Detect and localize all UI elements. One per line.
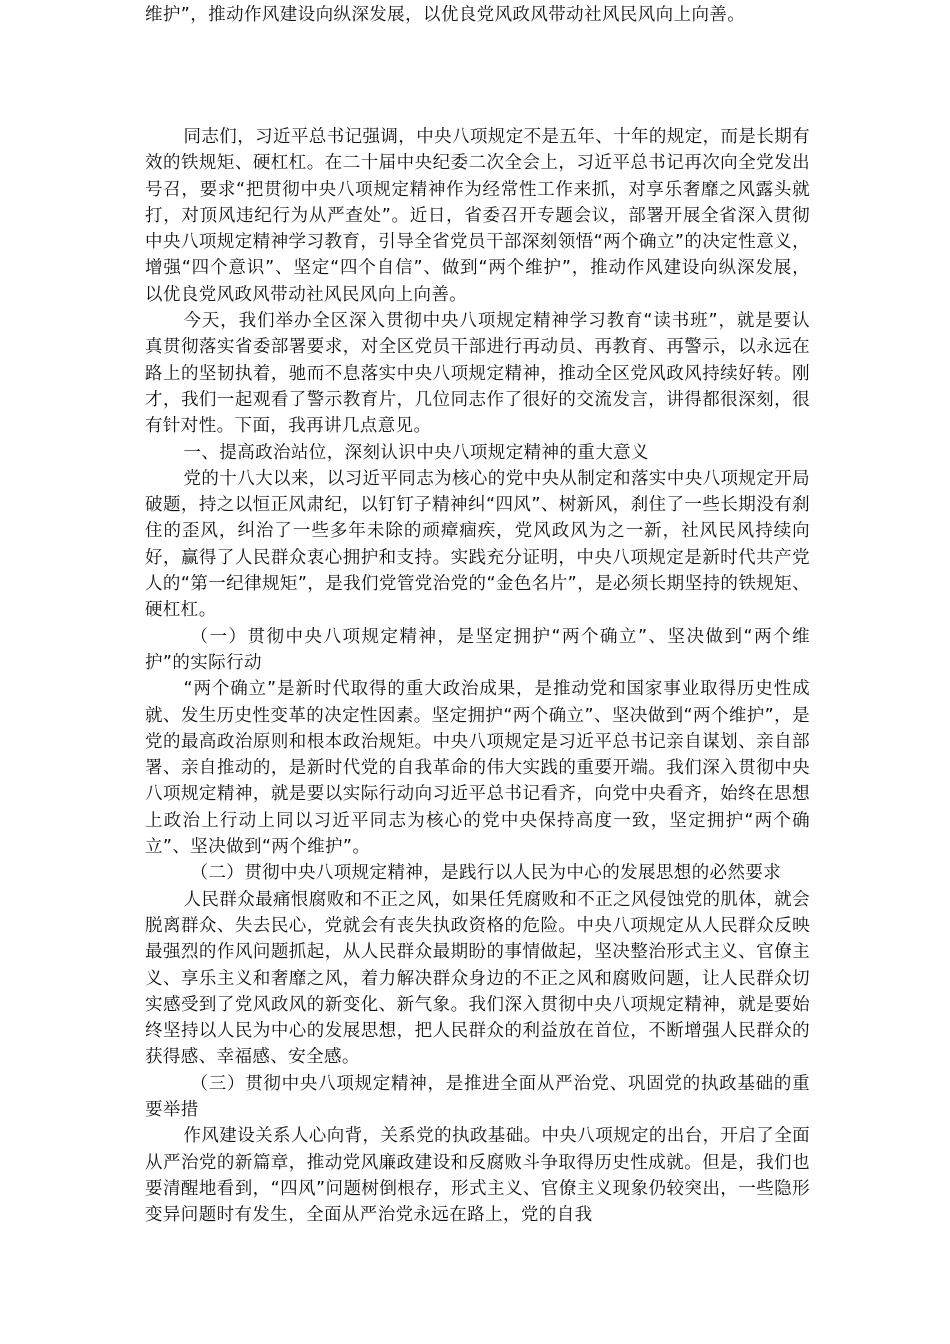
paragraph-section-1-intro: 党的十八大以来，以习近平同志为核心的党中央从制定和落实中央八项规定开局破题，持之以恒正风肃纪，以钉钉子精神纠“四风”、树新风，刹住了一些长期没有刹住的歪风，纠治了一些多年未除的顽瘴痼疾，党风政风为之一新，社风民风持续向好，赢得了人民群众衷心拥护和支持。实践充分证明，中央八项规定是新时代共产党人的“第一纪律规矩”，是我们党管党治党的“金色名片”，是必须长期坚持的铁规矩、硬杠杠。 xyxy=(145,468,810,621)
subheading-1: （一）贯彻中央八项规定精神，是坚定拥护“两个确立”、坚决做到“两个维护”的实际行动 xyxy=(145,626,810,673)
previous-page-tail-line: 维护”，推动作风建设向纵深发展，以优良党风政风带动社风民风向上向善。 xyxy=(145,5,746,25)
paragraph-subheading-2: 人民群众最痛恨腐败和不正之风，如果任凭腐败和不正之风侵蚀党的肌体，就会脱离群众、失去民心，党就会有丧失执政资格的危险。中央八项规定从人民群众反映最强烈的作风问题抓起，从人民群众最期盼的事情做起，坚决整治形式主义、官僚主义、享乐主义和奢靡之风，着力解决群众身边的不正之风和腐败问题，让人民群众切实感受到了党风政风的新变化、新气象。我们深入贯彻中央八项规定精神，就是要始终坚持以人民为中心的发展思想，把人民群众的利益放在首位，不断增强人民群众的获得感、幸福感、安全感。 xyxy=(145,889,810,1068)
paragraph-subheading-1: “两个确立”是新时代取得的重大政治成果，是推动党和国家事业取得历史性成就、发生历史性变革的决定性因素。坚定拥护“两个确立”、坚决做到“两个维护”，是党的最高政治原则和根本政治规矩。中央八项规定是习近平总书记亲自谋划、亲自部署、亲自推动的，是新时代党的自我革命的伟大实践的重要开端。我们深入贯彻中央八项规定精神，就是要以实际行动向习近平总书记看齐，向党中央看齐，始终在思想上政治上行动上同以习近平同志为核心的党中央保持高度一致，坚定拥护“两个确立”、坚决做到“两个维护”。 xyxy=(145,679,810,858)
paragraph-reading-class: 今天，我们举办全区深入贯彻中央八项规定精神学习教育“读书班”，就是要认真贯彻落实省委部署要求，对全区党员干部进行再动员、再教育、再警示，以永远在路上的坚韧执着，驰而不息落实中央八项规定精神，推动全区党风政风持续好转。刚才，我们一起观看了警示教育片，几位同志作了很好的交流发言，讲得都很深刻，很有针对性。下面，我再讲几点意见。 xyxy=(145,311,810,437)
document-body xyxy=(145,124,810,1228)
paragraph-opening: 同志们，习近平总书记强调，中央八项规定不是五年、十年的规定，而是长期有效的铁规矩、硬杠杠。在二十届中央纪委二次全会上，习近平总书记再次向全党发出号召，要求“把贯彻中央八项规定精神作为经常性工作来抓，对享乐奢靡之风露头就打，对顶风违纪行为从严查处”。近日，省委召开专题会议，部署开展全省深入贯彻中央八项规定精神学习教育，引导全省党员干部深刻领悟“两个确立”的决定性意义，增强“四个意识”、坚定“四个自信”、做到“两个维护”，推动作风建设向纵深发展，以优良党风政风带动社风民风向上向善。 xyxy=(145,127,810,305)
section-heading-1: 一、提高政治站位，深刻认识中央八项规定精神的重大意义 xyxy=(183,442,649,463)
paragraph-subheading-3: 作风建设关系人心向背，关系党的执政基础。中央八项规定的出台，开启了全面从严治党的新篇章，推动党风廉政建设和反腐败斗争取得历史性成就。但是，我们也要清醒地看到，“四风”问题树倒根存，形式主义、官僚主义现象仍较突出，一些隐形变异问题时有发生，全面从严治党永远在路上，党的自我 xyxy=(145,1126,810,1226)
previous-page-tail-text xyxy=(145,2,810,28)
subheading-3: （三）贯彻中央八项规定精神，是推进全面从严治党、巩固党的执政基础的重要举措 xyxy=(145,1073,810,1120)
subheading-2: （二）贯彻中央八项规定精神，是践行以人民为中心的发展思想的必然要求 xyxy=(190,863,782,884)
